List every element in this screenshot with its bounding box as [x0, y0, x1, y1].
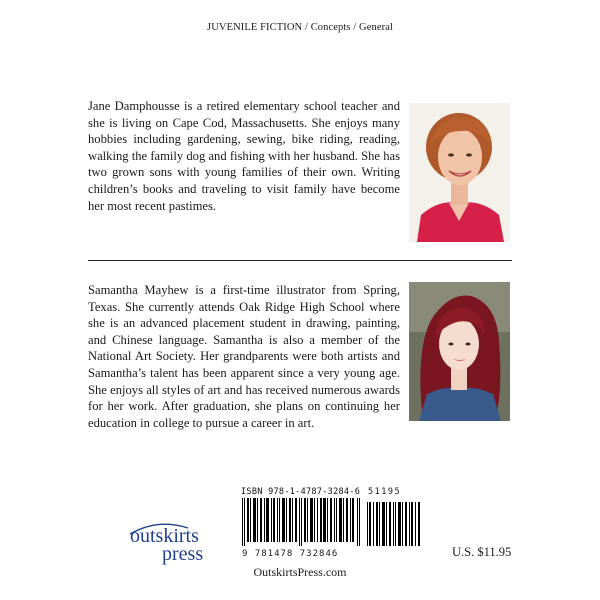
illustrator-photo [409, 282, 510, 421]
price: U.S. $11.95 [452, 545, 512, 559]
price-addon-barcode [366, 487, 422, 546]
publisher-website: OutskirtsPress.com [253, 565, 347, 579]
isbn-label: ISBN 978-1-4787-3284-6 [241, 487, 361, 497]
section-divider [88, 260, 512, 261]
svg-text:press: press [162, 543, 204, 565]
publisher-logo [128, 520, 228, 570]
isbn-barcode [240, 498, 364, 546]
category-label: JUVENILE FICTION / Concepts / General [207, 22, 393, 33]
author-bio: Jane Damphousse is a retired elementary school teacher and she is living on Cape Cod, Massachusetts. She enjoys many hobbies including gardening, sewing, bike riding, reading, walking the family dog and fishing with her husband. She has two grown sons with young families of their own. Writing children’s books and traveling to visit family have become her most recent pastimes. [88, 99, 400, 213]
barcode-digits: 9 781478 732846 [242, 549, 339, 559]
author-photo [409, 103, 510, 242]
illustrator-bio: Samantha Mayhew is a first-time illustrator from Spring, Texas. She currently attends Oak Ridge High School where she is an advanced placement student in drawing, painting, and Chinese language. Samantha is also a member of the National Art Society. Her grandparents were both artists and Samantha’s talent has been apparent since a very young age. She enjoys all styles of art and has received numerous awards for her work. After graduation, she plans on continuing her education in college to pursue a career in art. [88, 283, 400, 430]
svg-text:outskirts: outskirts [130, 525, 199, 547]
addon-digits: 51195 [368, 487, 402, 497]
